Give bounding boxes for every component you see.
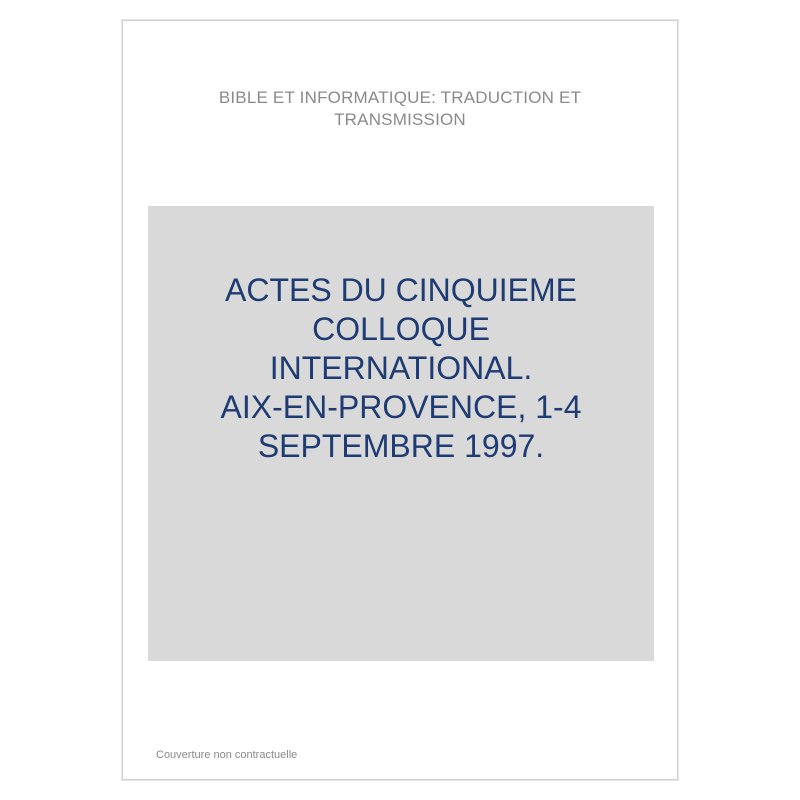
main-title-line: SEPTEMBRE 1997. bbox=[257, 428, 545, 464]
series-title-line: BIBLE ET INFORMATIQUE: TRADUCTION ET bbox=[218, 88, 582, 107]
cover-disclaimer: Couverture non contractuelle bbox=[156, 749, 298, 761]
main-title bbox=[148, 271, 654, 466]
main-title-line: INTERNATIONAL. bbox=[269, 350, 533, 386]
title-panel bbox=[148, 206, 654, 661]
book-cover bbox=[122, 20, 678, 780]
series-title-line: TRANSMISSION bbox=[334, 110, 466, 129]
main-title-line: COLLOQUE bbox=[312, 311, 490, 347]
series-title bbox=[123, 87, 677, 131]
main-title-line: AIX-EN-PROVENCE, 1-4 bbox=[220, 389, 582, 425]
main-title-line: ACTES DU CINQUIEME bbox=[224, 272, 578, 308]
